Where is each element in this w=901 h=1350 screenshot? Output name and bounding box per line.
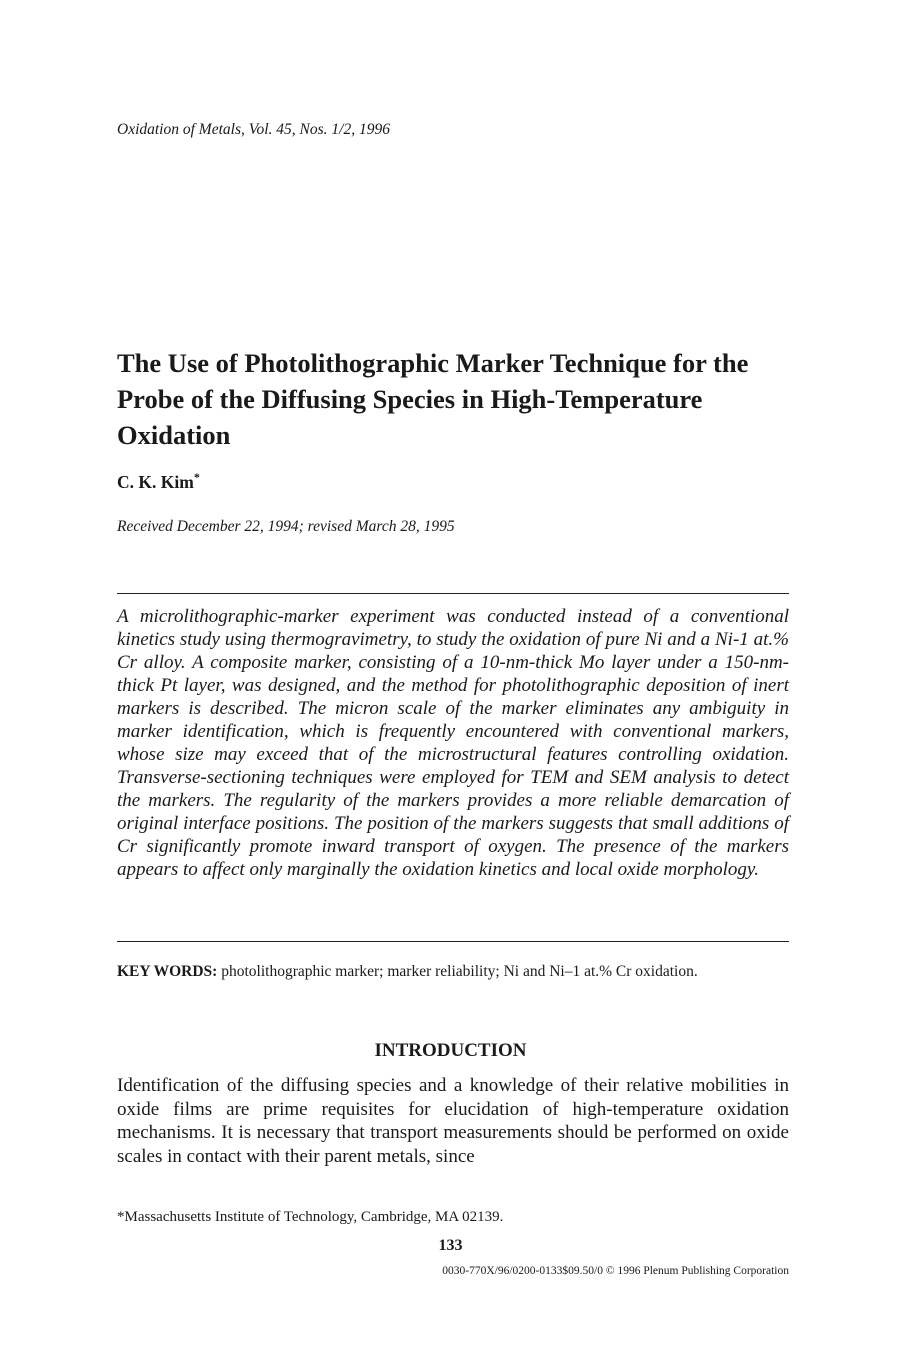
page-number: 133 <box>438 1237 463 1254</box>
author-line <box>117 470 200 493</box>
author-name: C. K. Kim <box>117 471 194 492</box>
footnote: *Massachusetts Institute of Technology, Cambridge, MA 02139. <box>117 1209 504 1225</box>
article-title: The Use of Photolithographic Marker Technique for the Probe of the Diffusing Species in High-Temperature Oxidation <box>117 348 749 450</box>
author-footnote-mark: * <box>193 470 200 484</box>
keywords-text: photolithographic marker; marker reliability; Ni and Ni–1 at.% Cr oxidation. <box>221 963 698 980</box>
keywords <box>117 963 797 981</box>
abstract-top-rule <box>117 593 789 594</box>
abstract-bottom-rule <box>117 941 789 942</box>
journal-citation: Oxidation of Metals, Vol. 45, Nos. 1/2, 1996 <box>117 121 390 138</box>
keywords-label: KEY WORDS: <box>117 963 218 980</box>
section-heading-introduction: INTRODUCTION <box>374 1040 527 1061</box>
copyright-line: 0030-770X/96/0200-0133$09.50/0 © 1996 Plenum Publishing Corporation <box>442 1265 789 1277</box>
introduction-paragraph: Identification of the diffusing species and a knowledge of their relative mobilities in oxide films are prime requisites for elucidation of high-temperature oxidation mechanisms. It is necessary that transport measurements should be performed on oxide scales in contact with their parent metals, since <box>117 1075 789 1167</box>
received-dates: Received December 22, 1994; revised March 28, 1995 <box>117 518 455 535</box>
abstract: A microlithographic-marker experiment was conducted instead of a conventional kinetics study using thermogravimetry, to study the oxidation of pure Ni and a Ni-1 at.% Cr alloy. A composite marker, consisting of a 10-nm-thick Mo layer under a 150-nm-thick Pt layer, was designed, and the method for photolithographic deposition of inert markers is described. The micron scale of the marker eliminates any ambiguity in marker identification, which is frequently encountered with conventional markers, whose size may exceed that of the microstructural features controlling oxidation. Transverse-sectioning techniques were employed for TEM and SEM analysis to detect the markers. The regularity of the markers provides a more reliable demarcation of original interface positions. The position of the markers suggests that small additions of Cr significantly promote inward transport of oxygen. The presence of the markers appears to affect only marginally the oxidation kinetics and local oxide morphology. <box>117 606 789 880</box>
